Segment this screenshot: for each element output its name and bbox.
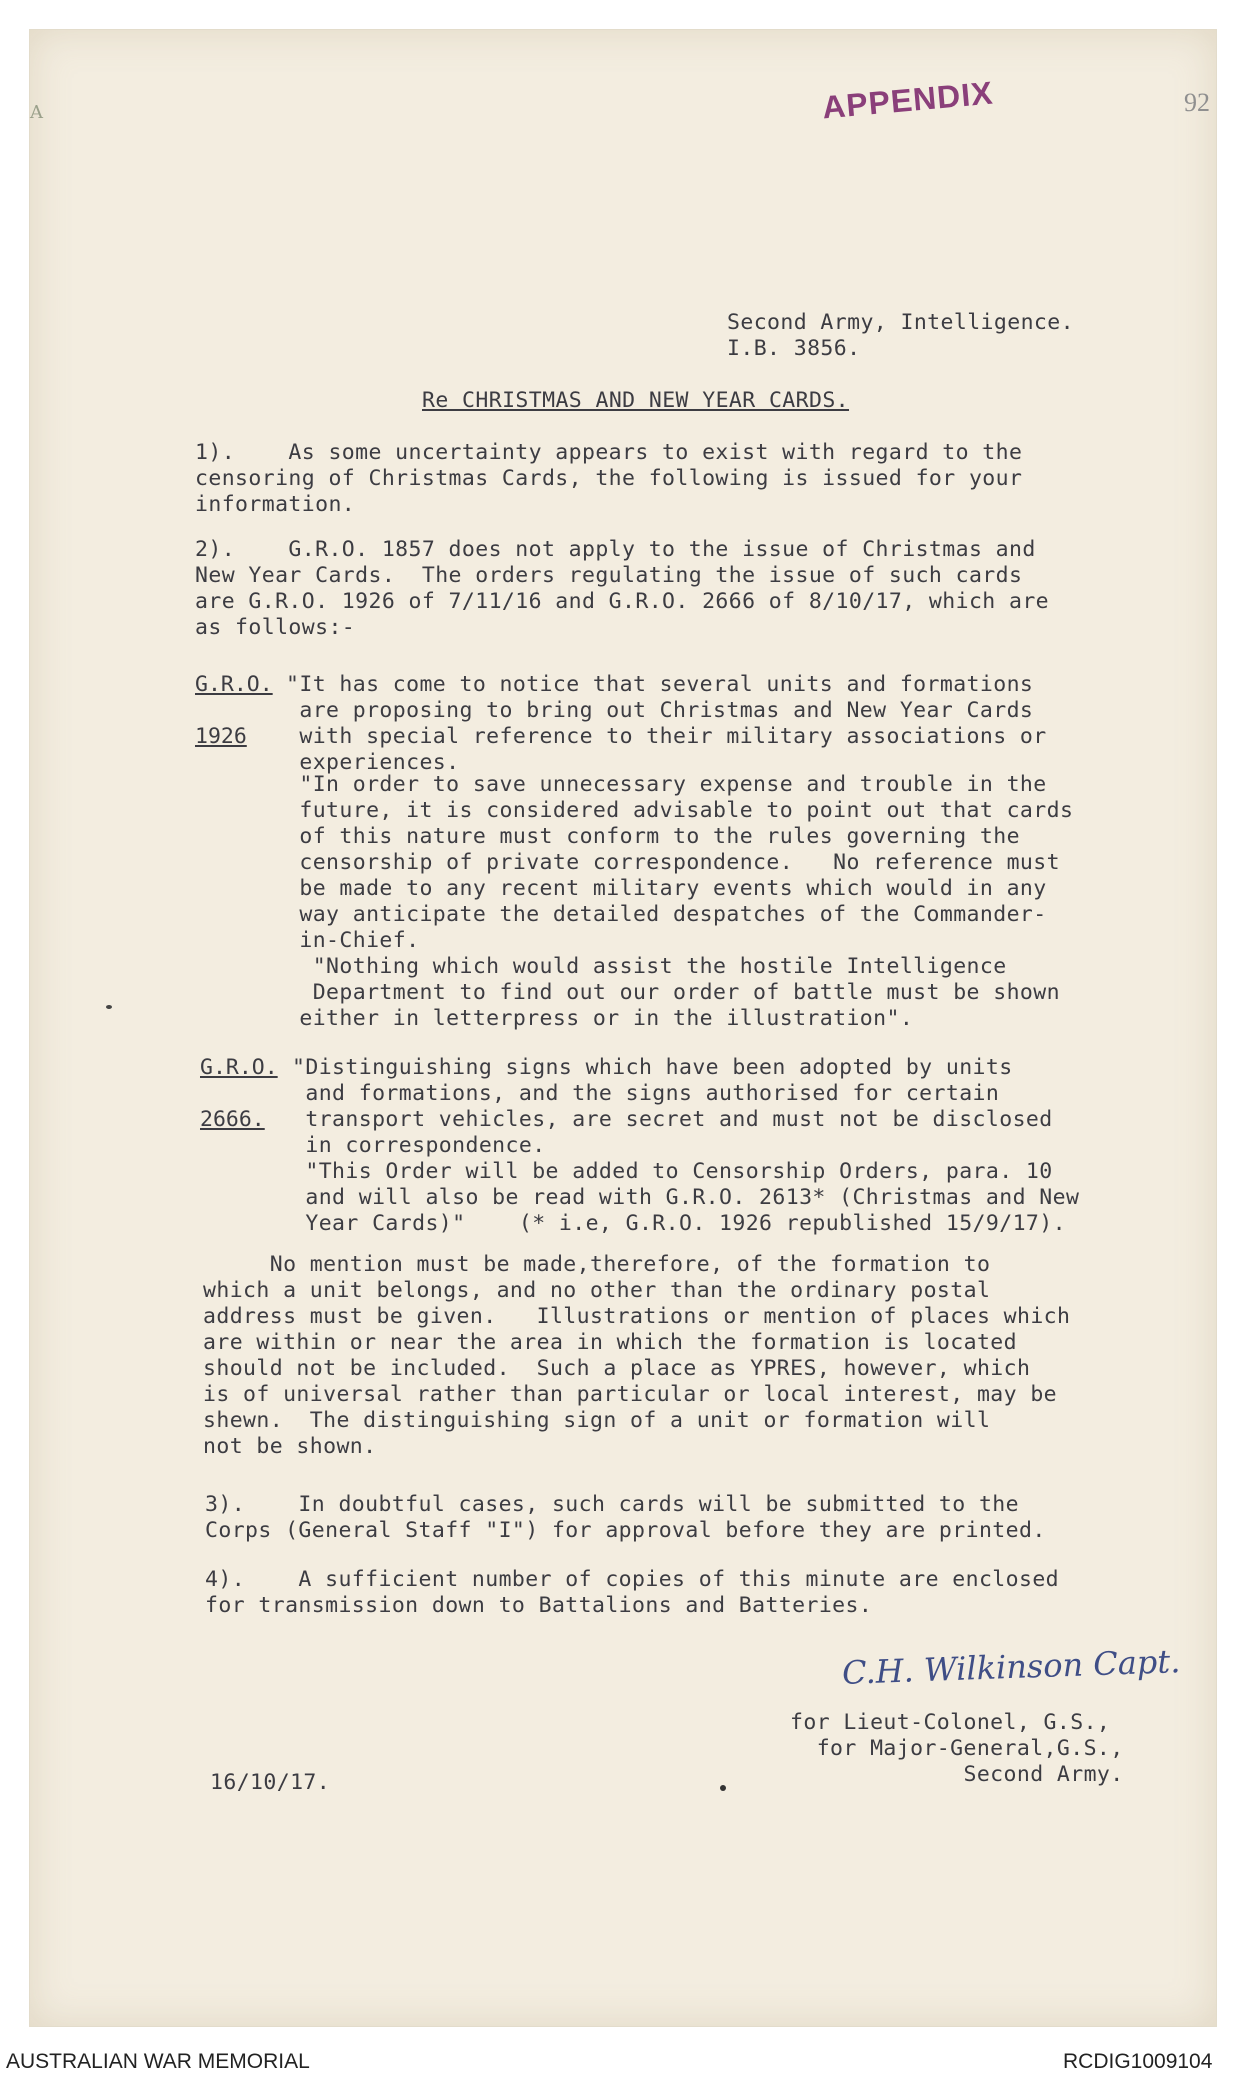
paragraph-2: 2). G.R.O. 1857 does not apply to the issue of Christmas and New Year Cards. The orders regulating the issue of such cards are G.R.O. 1926 of 7/11/16 and G.R.O. 2666 of 8/10/17, which are as follows:-: [195, 537, 1050, 640]
gro-2666-quote-b: "This Order will be added to Censorship Orders, para. 10 and will also be read with G.R.O. 2613* (Christmas and New Year Cards)" (* i.e, G.R.O. 1926 republished 15/9/17).: [305, 1159, 1080, 1236]
gro-1926-number: 1926: [195, 724, 247, 749]
footer-archive-name: AUSTRALIAN WAR MEMORIAL: [6, 2050, 310, 2073]
document-date: 16/10/17.: [210, 1770, 331, 1795]
ink-dot: [720, 1785, 726, 1791]
document-title: Re CHRISTMAS AND NEW YEAR CARDS.: [422, 388, 850, 413]
gro-1926-quote-b: "In order to save unnecessary expense and trouble in the future, it is considered advisable to point out that cards of this nature must conform to the rules governing the censorship of private correspondence. No reference must be made to any recent military events which would in any way anticipate the detailed despatches of the Commander- in-Chief. "Nothing which would assist the hostile Intelligence Department to find out our order of battle must be shown either in letterpress or in the illustration".: [299, 772, 1074, 1031]
gro-2666-number: 2666.: [200, 1107, 265, 1132]
appendix-stamp: APPENDIX: [820, 74, 995, 126]
header-line-2: I.B. 3856.: [727, 336, 861, 361]
paragraph-1: 1). As some uncertainty appears to exist with regard to the censoring of Christmas Cards, the following is issued for your information.: [195, 440, 1023, 517]
corner-mark: A: [30, 102, 43, 123]
gro-2666-quote-a: "Distinguishing signs which have been adopted by units and formations, and the signs authorised for certain transport vehicles, are secret and must not be disclosed in correspondence.: [292, 1055, 1053, 1158]
ink-mark: [106, 1005, 112, 1009]
paragraph-no-mention: No mention must be made,therefore, of the formation to which a unit belongs, and no other than the ordinary postal address must be given. Illustrations or mention of places which are within or near the area in which the formation is located should not be included. Such a place as YPRES, however, which is of universal rather than particular or local interest, may be shewn. The distinguishing sign of a unit or formation will not be shown.: [203, 1252, 1071, 1459]
header-line-1: Second Army, Intelligence.: [727, 310, 1074, 335]
handwritten-signature: C.H. Wilkinson Capt.: [841, 1642, 1181, 1692]
folio-number: 92: [1184, 88, 1210, 117]
gro-1926-label: G.R.O.: [195, 672, 273, 697]
paragraph-4: 4). A sufficient number of copies of this minute are enclosed for transmission down to Battalions and Batteries.: [205, 1567, 1060, 1618]
footer-record-id: RCDIG1009104: [1063, 2050, 1213, 2073]
paragraph-3: 3). In doubtful cases, such cards will be submitted to the Corps (General Staff "I") for approval before they are printed.: [205, 1492, 1046, 1543]
document-page: [30, 30, 1216, 2026]
gro-2666-label: G.R.O.: [200, 1055, 278, 1080]
gro-1926-quote-a: "It has come to notice that several units and formations are proposing to bring out Christmas and New Year Cards with special reference to their military associations or experiences.: [286, 672, 1047, 775]
signature-block: for Lieut-Colonel, G.S., for Major-General,G.S., Second Army.: [790, 1710, 1124, 1787]
